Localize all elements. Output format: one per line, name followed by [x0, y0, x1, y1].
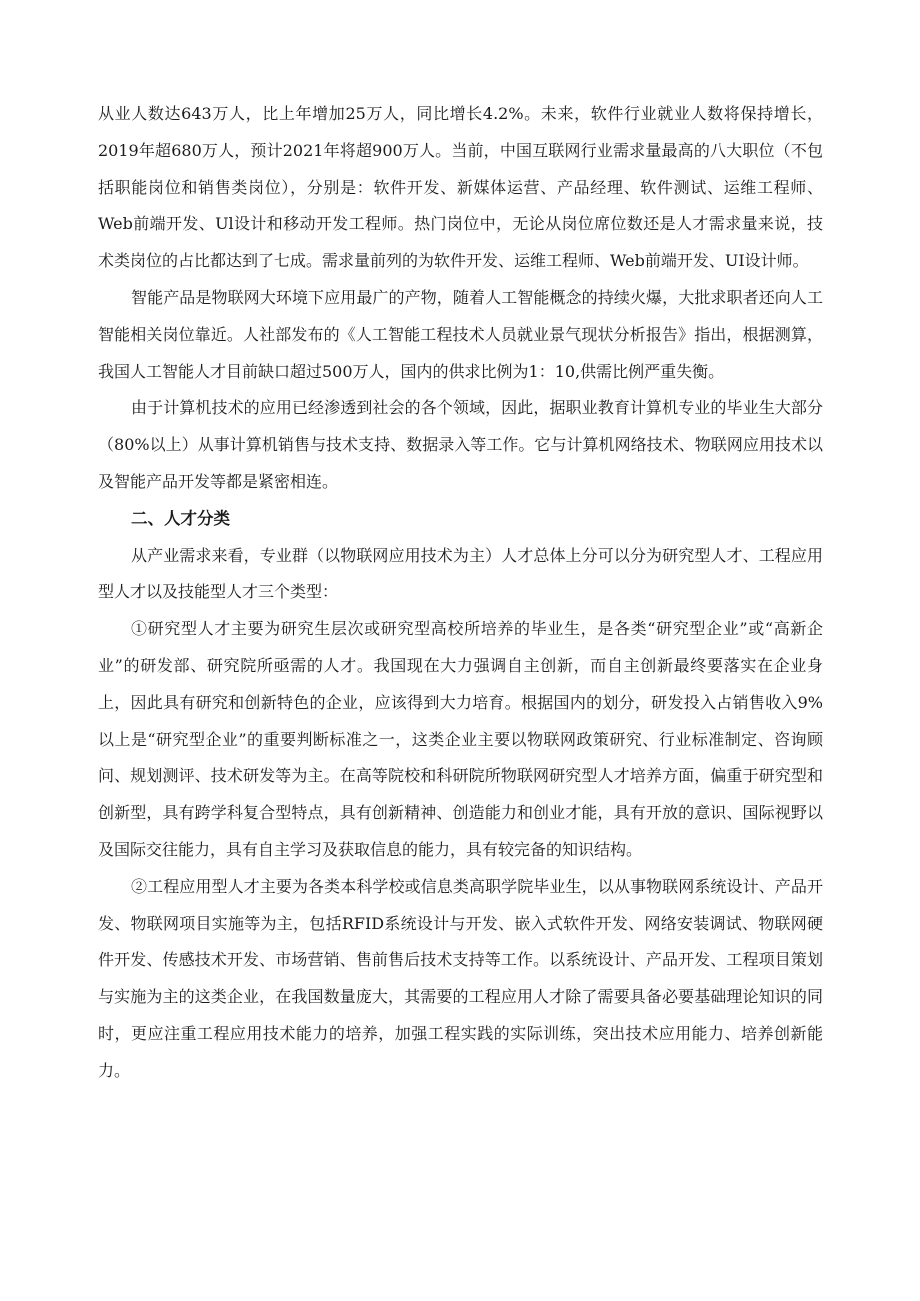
paragraph-ai-talent-gap: 智能产品是物联网大环境下应用最广的产物，随着人工智能概念的持续火爆，大批求职者还向人工智能相关岗位靠近。人社部发布的《人工智能工程技术人员就业景气现状分析报告》指出，根据测算，我国人工智能人才目前缺口超过500万人，国内的供求比例为1：10,供需比例严重失衡。: [98, 287, 823, 381]
paragraph-engineering-talent: ②工程应用型人才主要为各类本科学校或信息类高职学院毕业生，以从事物联网系统设计、产品开发、物联网项目实施等为主，包括RFID系统设计与开发、嵌入式软件开发、网络安装调试、物联网硬件开发、传感技术开发、市场营销、售前售后技术支持等工作。以系统设计、产品开发、工程项目策划与实施为主的这类企业，在我国数量庞大，其需要的工程应用人才除了需要具备必要基础理论知识的同时，更应注重工程应用技术能力的培养，加强工程实践的实际训练，突出技术应用能力、培养创新能力。: [98, 876, 823, 1080]
paragraph-talent-types-intro: 从产业需求来看，专业群（以物联网应用技术为主）人才总体上分可以分为研究型人才、工程应用型人才以及技能型人才三个类型：: [98, 545, 823, 602]
document-body: [98, 96, 823, 1090]
paragraph-research-talent: ①研究型人才主要为研究生层次或研究型高校所培养的毕业生，是各类“研究型企业”或“高新企业”的研发部、研究院所亟需的人才。我国现在大力强调自主创新，而自主创新最终要落实在企业身上，因此具有研究和创新特色的企业，应该得到大力培育。根据国内的划分，研发投入占销售收入9%以上是“研究型企业”的重要判断标准之一，这类企业主要以物联网政策研究、行业标准制定、咨询顾问、规划测评、技术研发等为主。在高等院校和科研院所物联网研究型人才培养方面，偏重于研究型和创新型，具有跨学科复合型特点，具有创新精神、创造能力和创业才能，具有开放的意识、国际视野以及国际交往能力，具有自主学习及获取信息的能力，具有较完备的知识结构。: [98, 619, 823, 859]
paragraph-computer-graduates: 由于计算机技术的应用已经渗透到社会的各个领域，因此，据职业教育计算机专业的毕业生大部分（80%以上）从事计算机销售与技术支持、数据录入等工作。它与计算机网络技术、物联网应用技术以及智能产品开发等都是紧密相连。: [98, 398, 823, 491]
paragraph-employment-stats: 从业人数达643万人，比上年增加25万人，同比增长4.2%。未来，软件行业就业人数将保持增长，2019年超680万人，预计2021年将超900万人。当前，中国互联网行业需求量最高的八大职位（不包括职能岗位和销售类岗位），分别是：软件开发、新媒体运营、产品经理、软件测试、运维工程师、Web前端开发、Ul设计和移动开发工程师。热门岗位中，无论从岗位席位数还是人才需求量来说，技术类岗位的占比都达到了七成。需求量前列的为软件开发、运维工程师、Web前端开发、UI设计师。: [98, 104, 823, 271]
section-heading: 二、人才分类: [131, 508, 230, 528]
